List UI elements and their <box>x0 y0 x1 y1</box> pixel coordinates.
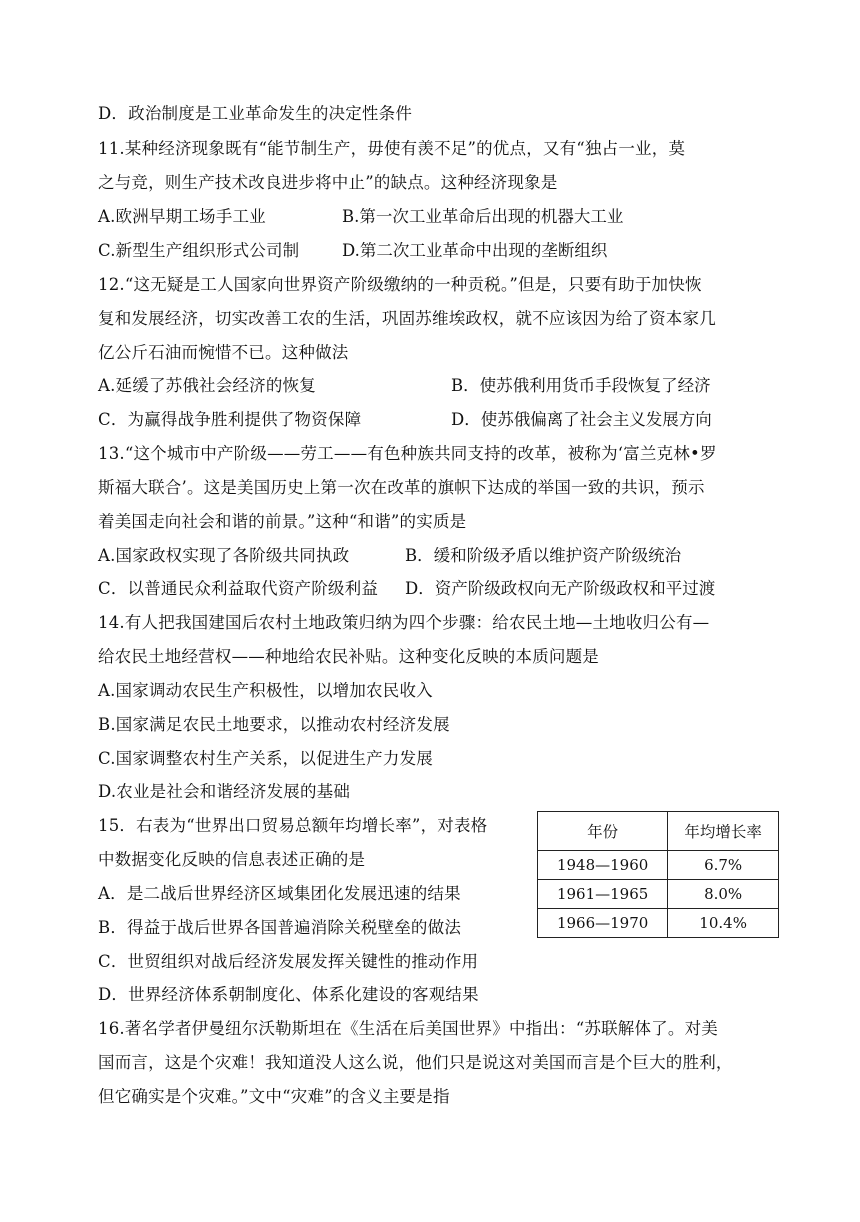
table-row <box>538 909 779 938</box>
q13-option-d: D．资产阶级政权向无产阶级政权和平过渡 <box>405 579 716 598</box>
q15-option-c: C．世贸组织对战后经济发展发挥关键性的推动作用 <box>98 952 479 971</box>
q12-stem-line-2: 复和发展经济，切实改善工农的生活，巩固苏维埃政权，就不应该因为给了资本家几 <box>98 309 716 328</box>
table-cell-rate: 10.4% <box>668 909 779 938</box>
table-cell-year: 1961—1965 <box>538 880 668 909</box>
q15-stem-line-2: 中数据变化反映的信息表述正确的是 <box>98 850 366 869</box>
q12-stem-line-1: 12.“这无疑是工人国家向世界资产阶级缴纳的一种贡税。”但是，只要有助于加快恢 <box>98 275 702 294</box>
q14-option-b: B.国家满足农民土地要求，以推动农村经济发展 <box>98 715 450 734</box>
table-header-rate: 年均增长率 <box>668 812 779 851</box>
q15-stem-line-1: 15．右表为“世界出口贸易总额年均增长率”，对表格 <box>98 816 488 835</box>
q14-option-a: A.国家调动农民生产积极性，以增加农民收入 <box>98 681 433 700</box>
q13-option-c: C．以普通民众利益取代资产阶级利益 <box>98 579 379 598</box>
q14-stem-line-1: 14.有人把我国建国后农村土地政策归纳为四个步骤：给农民土地—土地收归公有— <box>98 613 710 632</box>
q13-stem-line-2: 斯福大联合’。这是美国历史上第一次在改革的旗帜下达成的举国一致的共识，预示 <box>98 478 705 497</box>
table-cell-rate: 8.0% <box>668 880 779 909</box>
q13-stem-line-3: 着美国走向社会和谐的前景。”这种“和谐”的实质是 <box>98 512 467 531</box>
q15-option-d: D．世界经济体系朝制度化、体系化建设的客观结果 <box>98 985 479 1004</box>
q11-option-a: A.欧洲早期工场手工业 <box>98 207 266 226</box>
q13-option-a: A.国家政权实现了各阶级共同执政 <box>98 546 350 565</box>
q12-stem-line-3: 亿公斤石油而惋惜不已。这种做法 <box>98 343 349 362</box>
table-cell-rate: 6.7% <box>668 851 779 880</box>
q12-option-a: A.延缓了苏俄社会经济的恢复 <box>98 376 316 395</box>
q12-option-d: D．使苏俄偏离了社会主义发展方向 <box>451 410 712 429</box>
q11-stem-line-1: 11.某种经济现象既有“能节制生产，毋使有羡不足”的优点，又有“独占一业，莫 <box>98 139 686 158</box>
q11-option-b: B.第一次工业革命后出现的机器大工业 <box>342 207 624 226</box>
q15-option-a: A．是二战后世界经济区域集团化发展迅速的结果 <box>98 884 461 903</box>
growth-rate-table <box>537 811 779 938</box>
q11-option-c: C.新型生产组织形式公司制 <box>98 241 300 260</box>
q13-option-b: B．缓和阶级矛盾以维护资产阶级统治 <box>405 546 682 565</box>
q11-stem-line-2: 之与竞，则生产技术改良进步将中止”的缺点。这种经济现象是 <box>98 173 558 192</box>
q14-stem-line-2: 给农民土地经营权——种地给农民补贴。这种变化反映的本质问题是 <box>98 647 599 666</box>
table-row <box>538 851 779 880</box>
q16-stem-line-3: 但它确实是个灾难。”文中“灾难”的含义主要是指 <box>98 1087 450 1106</box>
q12-option-b: B．使苏俄利用货币手段恢复了经济 <box>451 376 711 395</box>
q14-option-d: D.农业是社会和谐经济发展的基础 <box>98 782 351 801</box>
table-cell-year: 1948—1960 <box>538 851 668 880</box>
q16-stem-line-1: 16.著名学者伊曼纽尔沃勒斯坦在《生活在后美国世界》中指出：“苏联解体了。对美 <box>98 1019 718 1038</box>
table-row <box>538 880 779 909</box>
table-header-row <box>538 812 779 851</box>
q12-option-c: C．为赢得战争胜利提供了物资保障 <box>98 410 362 429</box>
table-cell-year: 1966—1970 <box>538 909 668 938</box>
q14-option-c: C.国家调整农村生产关系，以促进生产力发展 <box>98 749 433 768</box>
table-header-year: 年份 <box>538 812 668 851</box>
q15-option-b: B．得益于战后世界各国普遍消除关税壁垒的做法 <box>98 918 462 937</box>
q16-stem-line-2: 国而言，这是个灾难！我知道没人这么说，他们只是说这对美国而言是个巨大的胜利， <box>98 1053 733 1072</box>
q10-option-d: D．政治制度是工业革命发生的决定性条件 <box>98 104 413 123</box>
q11-option-d: D.第二次工业革命中出现的垄断组织 <box>342 241 608 260</box>
q13-stem-line-1: 13.“这个城市中产阶级——劳工——有色种族共同支持的改革，被称为‘富兰克林•罗 <box>98 444 717 463</box>
